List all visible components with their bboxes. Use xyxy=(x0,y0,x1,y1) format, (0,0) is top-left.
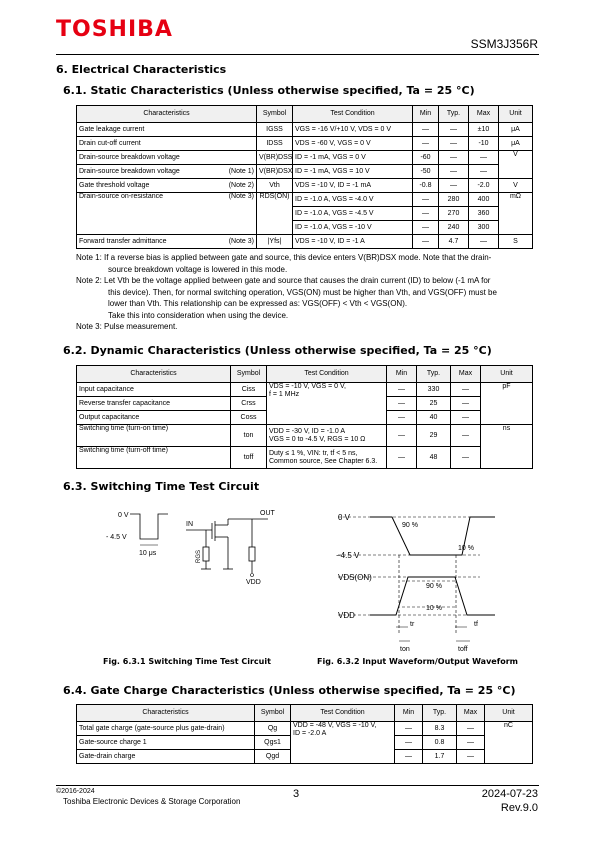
param-min: — xyxy=(387,397,417,411)
table-row xyxy=(77,383,533,397)
param-min: -50 xyxy=(413,165,439,179)
param-note: (Note 1) xyxy=(228,167,254,175)
param-symbol: Vth xyxy=(257,179,293,193)
param-condition: VDD = -48 V, VGS = -10 V, xyxy=(293,722,377,729)
param-min: — xyxy=(395,722,423,736)
param-symbol: Qgs1 xyxy=(255,736,291,750)
part-number: SSM3J356R xyxy=(470,37,538,51)
fig2-label-90-output: 90 % xyxy=(426,583,442,590)
param-typ: — xyxy=(439,137,469,151)
param-max: ±10 xyxy=(469,123,499,137)
document-date: 2024-07-23 xyxy=(481,788,538,800)
fig2-label-minus45v: −4.5 V xyxy=(336,551,360,560)
param-name: Drain-source breakdown voltage xyxy=(79,153,180,161)
subsection-title: 6.1. Static Characteristics (Unless otherwise specified, Ta = 25 °C) xyxy=(63,84,475,97)
col-max: Max xyxy=(469,106,499,123)
table-row xyxy=(77,165,533,179)
fig2-label-10-input: 10 % xyxy=(458,545,474,552)
col-min: Min xyxy=(413,106,439,123)
table-row xyxy=(77,151,533,165)
param-unit: S xyxy=(499,235,533,249)
param-symbol: V(BR)DSS xyxy=(257,151,293,165)
col-symbol: Symbol xyxy=(257,106,293,123)
param-condition: VGS = -16 V/+10 V, VDS = 0 V xyxy=(293,123,413,137)
param-symbol: Qg xyxy=(255,722,291,736)
param-typ: 29 xyxy=(417,425,451,447)
param-condition: ID = -1.0 A, VGS = -4.0 V xyxy=(293,193,413,207)
fig1-label-out: OUT xyxy=(260,510,275,517)
param-symbol: V(BR)DSX xyxy=(257,165,293,179)
note-text: source breakdown voltage is lowered in this mode. xyxy=(108,264,288,274)
param-name: Gate leakage current xyxy=(79,125,145,133)
param-condition: ID = -2.0 A xyxy=(293,729,327,737)
param-unit: pF xyxy=(481,383,533,425)
param-note: (Note 3) xyxy=(228,237,254,245)
note-text: Note 1: If a reverse bias is applied between gate and source, this device enters V(BR)DSX mode. Note that the drain- xyxy=(76,253,492,262)
param-max: — xyxy=(457,750,485,764)
copyright: ©2016-2024 xyxy=(56,788,95,795)
col-min: Min xyxy=(387,366,417,383)
param-typ: 25 xyxy=(417,397,451,411)
param-symbol: Coss xyxy=(231,411,267,425)
param-max: -2.0 xyxy=(469,179,499,193)
param-min: -0.8 xyxy=(413,179,439,193)
col-max: Max xyxy=(451,366,481,383)
fig1-label-0v: 0 V xyxy=(118,512,129,519)
col-typ: Typ. xyxy=(417,366,451,383)
col-test-condition: Test Condition xyxy=(267,366,387,383)
param-max: — xyxy=(457,722,485,736)
param-min: — xyxy=(395,750,423,764)
param-condition: ID = -1.0 A, VGS = -10 V xyxy=(293,221,413,235)
param-condition: ID = -1 mA, VGS = 10 V xyxy=(293,165,413,179)
param-min: — xyxy=(413,193,439,207)
param-note: (Note 3) xyxy=(228,193,254,200)
fig2-label-90-input: 90 % xyxy=(402,522,418,529)
param-name: Reverse transfer capacitance xyxy=(77,397,231,411)
col-test-condition: Test Condition xyxy=(293,106,413,123)
param-unit: V xyxy=(499,151,533,179)
param-max: — xyxy=(451,447,481,469)
param-typ: 270 xyxy=(439,207,469,221)
param-max: — xyxy=(469,235,499,249)
param-unit: nC xyxy=(485,722,533,764)
param-max: — xyxy=(469,151,499,165)
col-unit: Unit xyxy=(481,366,533,383)
input-pulse-waveform xyxy=(130,514,168,539)
param-name: Drain-source breakdown voltage xyxy=(79,167,180,175)
figure-caption: Fig. 6.3.2 Input Waveform/Output Waveform xyxy=(317,657,518,666)
table-row xyxy=(77,425,533,447)
revision: Rev.9.0 xyxy=(500,802,538,814)
timing-markers xyxy=(396,627,470,641)
table-row xyxy=(77,179,533,193)
param-symbol: IGSS xyxy=(257,123,293,137)
switching-test-circuit-figure xyxy=(100,505,290,585)
param-condition: ID = -1.0 A, VGS = -4.5 V xyxy=(293,207,413,221)
fig2-label-vdd: VDD xyxy=(338,611,355,620)
col-typ: Typ. xyxy=(423,705,457,722)
param-typ: 240 xyxy=(439,221,469,235)
param-typ: 330 xyxy=(417,383,451,397)
param-symbol: IDSS xyxy=(257,137,293,151)
param-max: -10 xyxy=(469,137,499,151)
param-typ: 0.8 xyxy=(423,736,457,750)
table-header xyxy=(77,705,533,722)
col-characteristics: Characteristics xyxy=(77,106,257,123)
param-symbol: RDS(ON) xyxy=(257,193,293,235)
param-min: — xyxy=(387,383,417,397)
param-max: — xyxy=(451,383,481,397)
param-unit: mΩ xyxy=(499,193,533,235)
param-name: Total gate charge (gate-source plus gate-drain) xyxy=(77,722,255,736)
param-min: — xyxy=(413,137,439,151)
company-name: Toshiba Electronic Devices & Storage Corporation xyxy=(63,797,241,806)
fig2-label-ton: ton xyxy=(400,646,410,653)
param-symbol: Ciss xyxy=(231,383,267,397)
param-min: — xyxy=(387,411,417,425)
col-symbol: Symbol xyxy=(231,366,267,383)
param-condition: VGS = 0 to -4.5 V, RGS = 10 Ω xyxy=(269,435,366,443)
param-typ: — xyxy=(439,123,469,137)
subsection-title: 6.2. Dynamic Characteristics (Unless otherwise specified, Ta = 25 °C) xyxy=(63,344,492,357)
param-name: Drain-source on-resistance xyxy=(79,193,164,200)
col-characteristics: Characteristics xyxy=(77,366,231,383)
param-max: — xyxy=(451,425,481,447)
subsection-title: 6.3. Switching Time Test Circuit xyxy=(63,480,260,493)
input-waveform xyxy=(370,517,495,555)
param-condition: Duty ≤ 1 %, VIN: tr, tf < 5 ns, xyxy=(269,449,358,457)
note-text: Take this into consideration when using the device. xyxy=(108,310,289,320)
param-symbol: |Yfs| xyxy=(257,235,293,249)
param-min: — xyxy=(413,235,439,249)
param-min: — xyxy=(387,447,417,469)
param-symbol: ton xyxy=(231,425,267,447)
figure-caption: Fig. 6.3.1 Switching Time Test Circuit xyxy=(103,657,271,666)
param-typ: 4.7 xyxy=(439,235,469,249)
param-condition: f = 1 MHz xyxy=(269,390,300,398)
section-title: 6. Electrical Characteristics xyxy=(56,63,227,76)
note-text: lower than Vth. This relationship can be expressed as: VGS(OFF) < Vth < VGS(ON). xyxy=(108,299,408,308)
param-min: — xyxy=(413,221,439,235)
param-unit: ns xyxy=(481,425,533,469)
param-symbol: toff xyxy=(231,447,267,469)
gate-charge-table xyxy=(76,704,533,764)
header-divider xyxy=(56,54,539,55)
param-min: — xyxy=(413,123,439,137)
param-typ: 280 xyxy=(439,193,469,207)
param-unit: μA xyxy=(499,123,533,137)
note-text: Note 2: Let Vth be the voltage applied between gate and source that causes the drain current (ID) to below (-1 mA for xyxy=(76,276,491,285)
param-typ: — xyxy=(439,165,469,179)
fig2-label-tf: tf xyxy=(474,621,478,628)
col-typ: Typ. xyxy=(439,106,469,123)
param-symbol: Crss xyxy=(231,397,267,411)
param-min: -60 xyxy=(413,151,439,165)
param-max: — xyxy=(451,411,481,425)
note-text: this device). Then, for normal switching operation, VGS(ON) must be higher than Vth, and VGS(OFF) must be xyxy=(108,287,497,297)
fig2-label-0v: 0 V xyxy=(338,513,351,522)
table-row xyxy=(77,447,533,469)
param-min: — xyxy=(395,736,423,750)
param-name: Output capacitance xyxy=(77,411,231,425)
fig2-label-tr: tr xyxy=(410,621,415,628)
param-max: 400 xyxy=(469,193,499,207)
param-name: Switching time (turn-off time) xyxy=(77,447,231,469)
fig1-label-10us: 10 μs xyxy=(139,550,157,557)
param-name: Drain cut-off current xyxy=(79,139,141,147)
input-output-waveform-figure xyxy=(330,505,530,653)
col-symbol: Symbol xyxy=(255,705,291,722)
param-name: Forward transfer admittance xyxy=(79,237,167,245)
vdd-terminal xyxy=(251,574,254,577)
param-name: Gate-source charge 1 xyxy=(77,736,255,750)
param-condition: VDD = -30 V, ID = -1.0 A xyxy=(269,427,346,435)
subsection-title: 6.4. Gate Charge Characteristics (Unless otherwise specified, Ta = 25 °C) xyxy=(63,684,516,697)
col-min: Min xyxy=(395,705,423,722)
param-max: — xyxy=(469,165,499,179)
fig1-label-rgs: RGS xyxy=(196,549,202,563)
param-condition: Common source, See Chapter 6.3. xyxy=(269,457,378,465)
dynamic-characteristics-table xyxy=(76,365,533,469)
fig2-label-10-output: 10 % xyxy=(426,605,442,612)
param-max: — xyxy=(457,736,485,750)
param-symbol: Qgd xyxy=(255,750,291,764)
param-typ: 40 xyxy=(417,411,451,425)
footer-divider xyxy=(56,785,539,786)
fig1-label-vdd: VDD xyxy=(246,579,261,585)
param-condition: VDS = -60 V, VGS = 0 V xyxy=(293,137,413,151)
table-row xyxy=(77,193,533,207)
page-number: 3 xyxy=(293,788,300,800)
param-max: 300 xyxy=(469,221,499,235)
param-condition: VDS = -10 V, ID = -1 mA xyxy=(293,179,413,193)
param-note: (Note 2) xyxy=(228,181,254,189)
col-unit: Unit xyxy=(499,106,533,123)
param-typ: 48 xyxy=(417,447,451,469)
fig1-label-in: IN xyxy=(186,521,193,528)
circuit-wiring xyxy=(186,519,268,573)
param-name: Input capacitance xyxy=(77,383,231,397)
param-name: Gate threshold voltage xyxy=(79,181,150,189)
notes-block xyxy=(76,252,538,333)
param-max: — xyxy=(451,397,481,411)
table-row xyxy=(77,722,533,736)
fig2-label-vdson: VDS(ON) xyxy=(338,573,372,582)
param-condition: VDS = -10 V, VGS = 0 V, xyxy=(269,383,346,390)
table-row xyxy=(77,123,533,137)
param-unit: μA xyxy=(499,137,533,151)
toshiba-logo: TOSHIBA xyxy=(56,17,173,42)
col-characteristics: Characteristics xyxy=(77,705,255,722)
param-name: Switching time (turn-on time) xyxy=(77,425,231,447)
table-row xyxy=(77,137,533,151)
param-min: — xyxy=(413,207,439,221)
col-test-condition: Test Condition xyxy=(291,705,395,722)
param-typ: 1.7 xyxy=(423,750,457,764)
table-header xyxy=(77,106,533,123)
param-typ: — xyxy=(439,151,469,165)
param-max: 360 xyxy=(469,207,499,221)
col-unit: Unit xyxy=(485,705,533,722)
note-text: Note 3: Pulse measurement. xyxy=(76,322,178,331)
static-characteristics-table xyxy=(76,105,533,249)
param-min: — xyxy=(387,425,417,447)
param-condition: VDS = -10 V, ID = -1 A xyxy=(293,235,413,249)
param-name: Gate-drain charge xyxy=(77,750,255,764)
col-max: Max xyxy=(457,705,485,722)
param-typ: 8.3 xyxy=(423,722,457,736)
param-typ: — xyxy=(439,179,469,193)
table-header xyxy=(77,366,533,383)
param-unit: V xyxy=(499,179,533,193)
param-condition: ID = -1 mA, VGS = 0 V xyxy=(293,151,413,165)
fig1-label-minus45v: - 4.5 V xyxy=(106,534,127,541)
table-row xyxy=(77,235,533,249)
fig2-label-toff: toff xyxy=(458,646,468,653)
